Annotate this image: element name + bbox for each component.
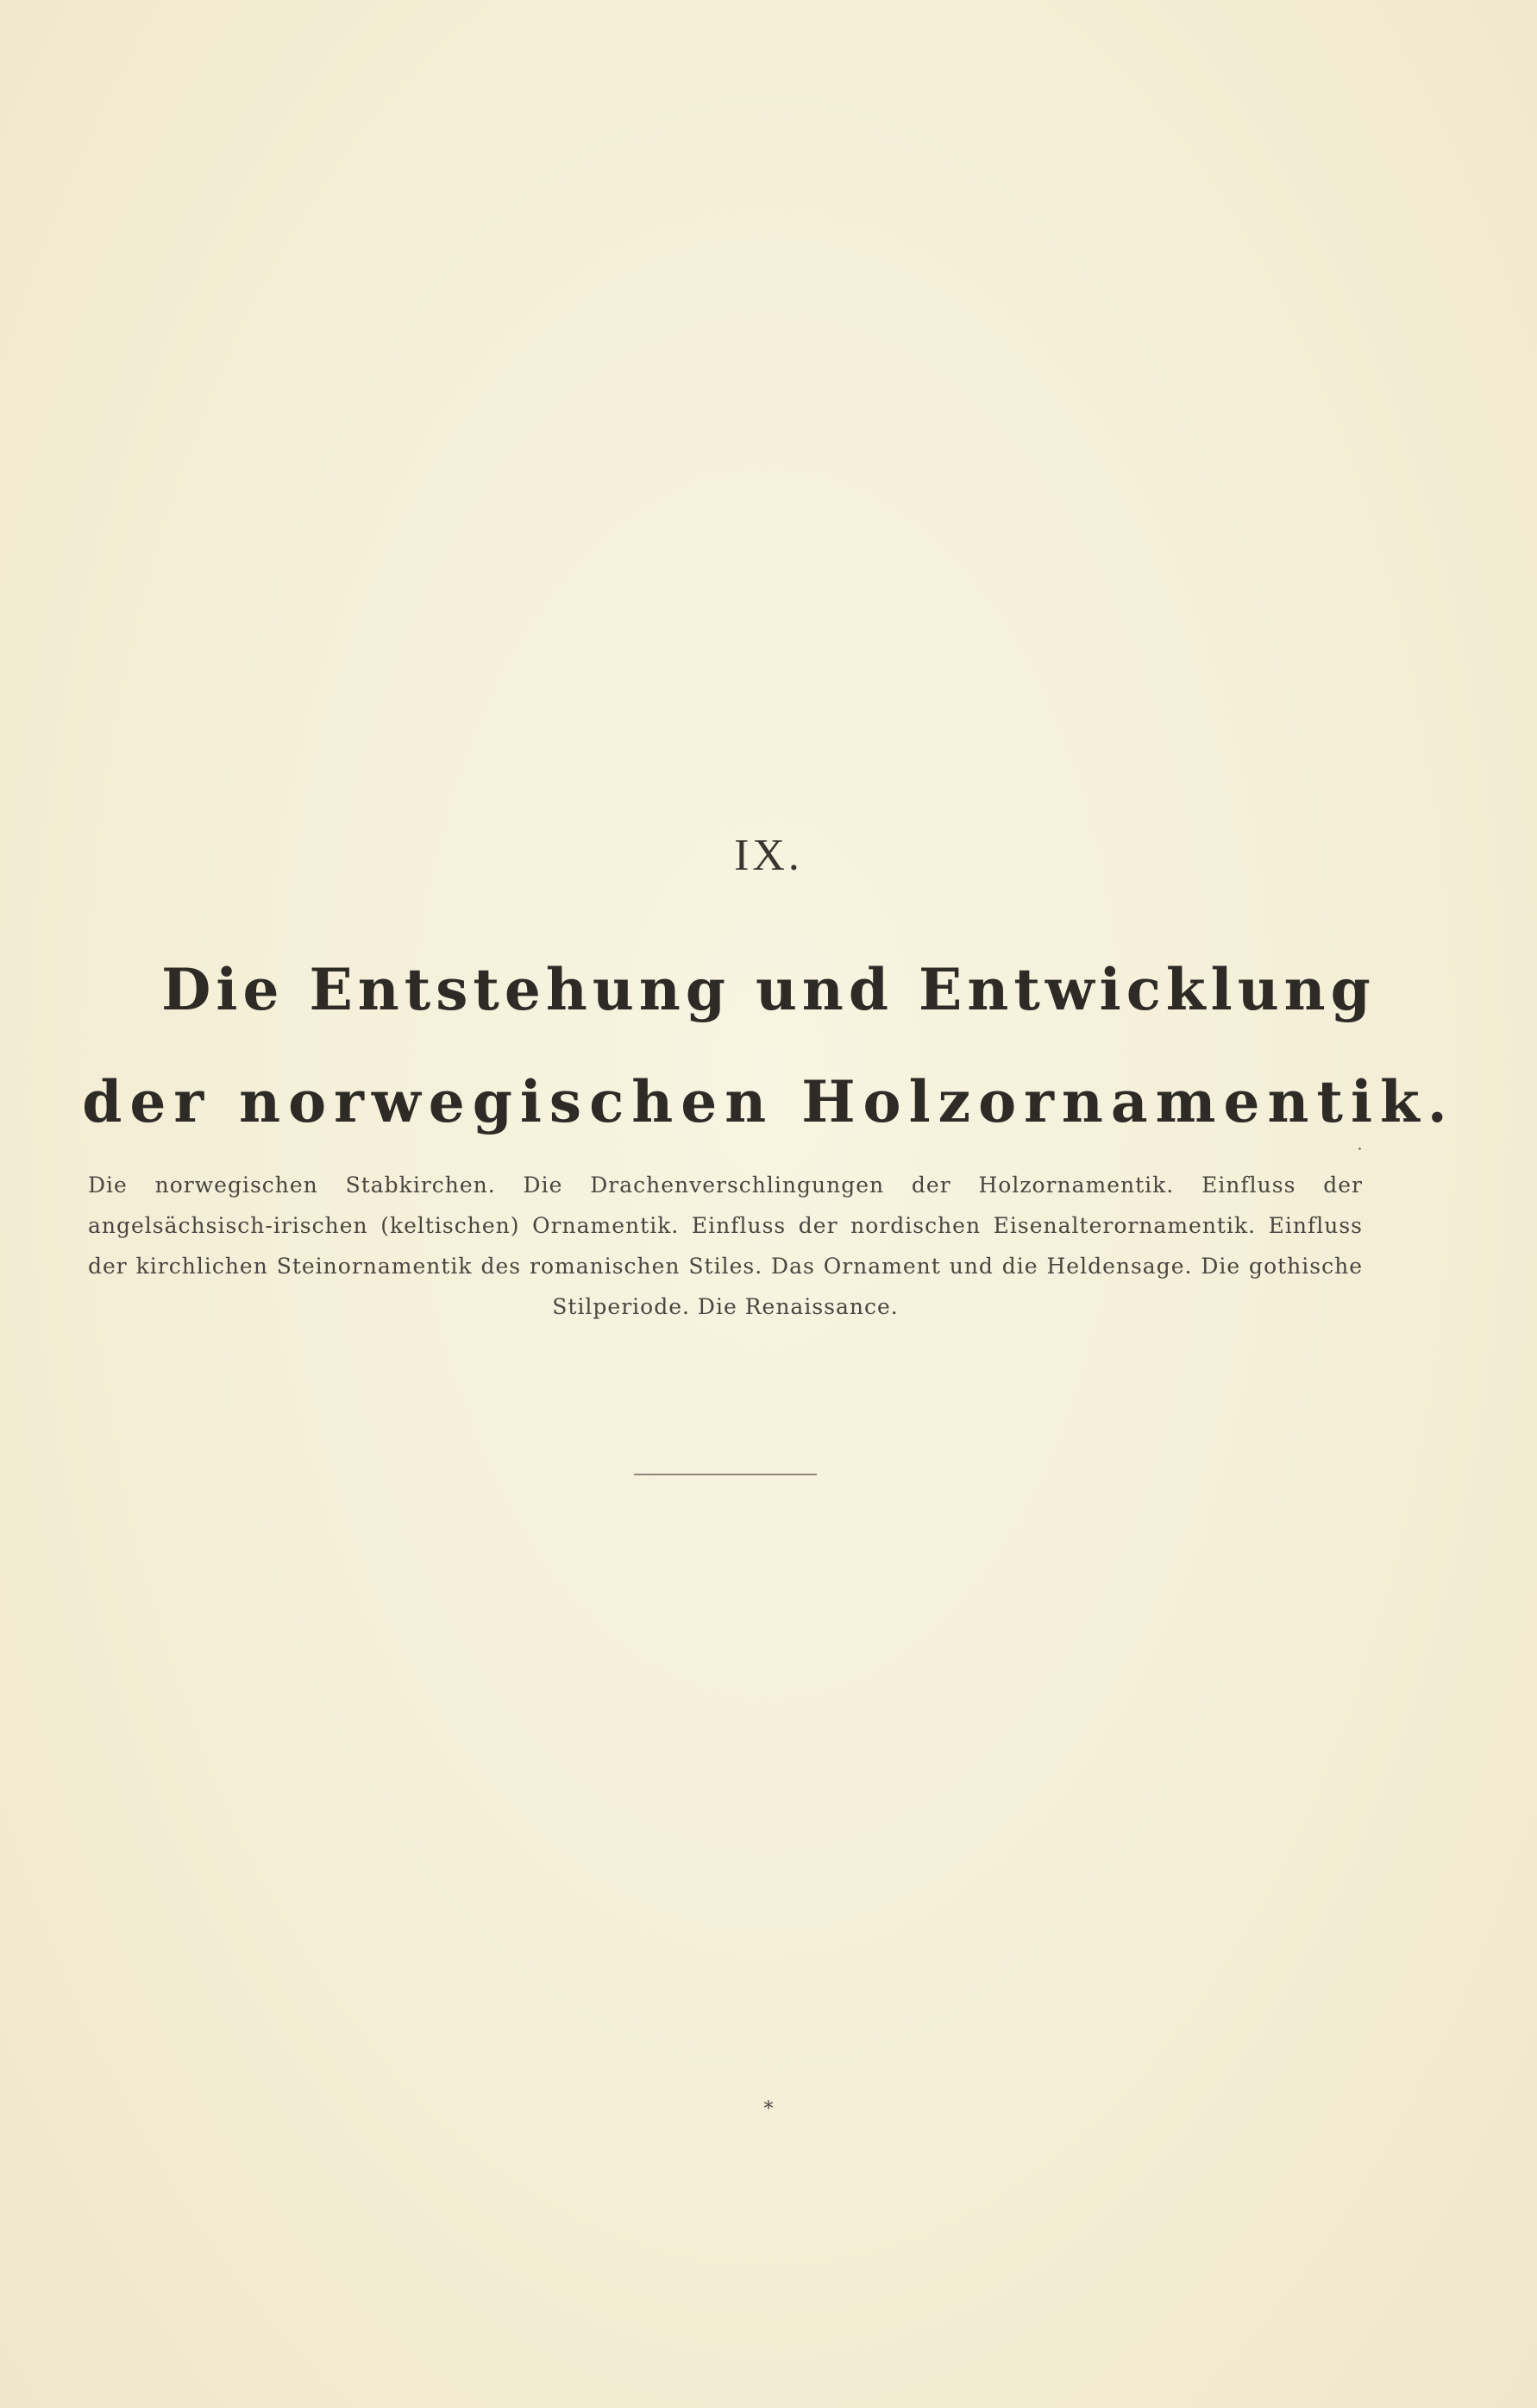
page-mark: ⁎ bbox=[763, 2092, 774, 2114]
chapter-number: IX. bbox=[734, 831, 803, 880]
chapter-summary: Die norwegischen Stabkirchen. Die Drachenverschlingungen der Holzornamentik. Einfluss der angelsächsisch-irischen (keltischen) Ornamentik. Einfluss der nordischen Eisenalterornamentik. Einfluss der kirchlichen Steinornamentik des romanischen Stiles. Das Ornament und die Heldensage. Die gothische Stilperiode. Die Renaissance. bbox=[88, 1173, 1363, 1319]
section-divider bbox=[634, 1474, 817, 1475]
chapter-title-line-1: Die Entstehung und Entwicklung bbox=[161, 956, 1376, 1023]
margin-speck bbox=[1358, 1147, 1361, 1150]
chapter-title-line-2: der norwegischen Holzornamentik. bbox=[82, 1068, 1455, 1135]
